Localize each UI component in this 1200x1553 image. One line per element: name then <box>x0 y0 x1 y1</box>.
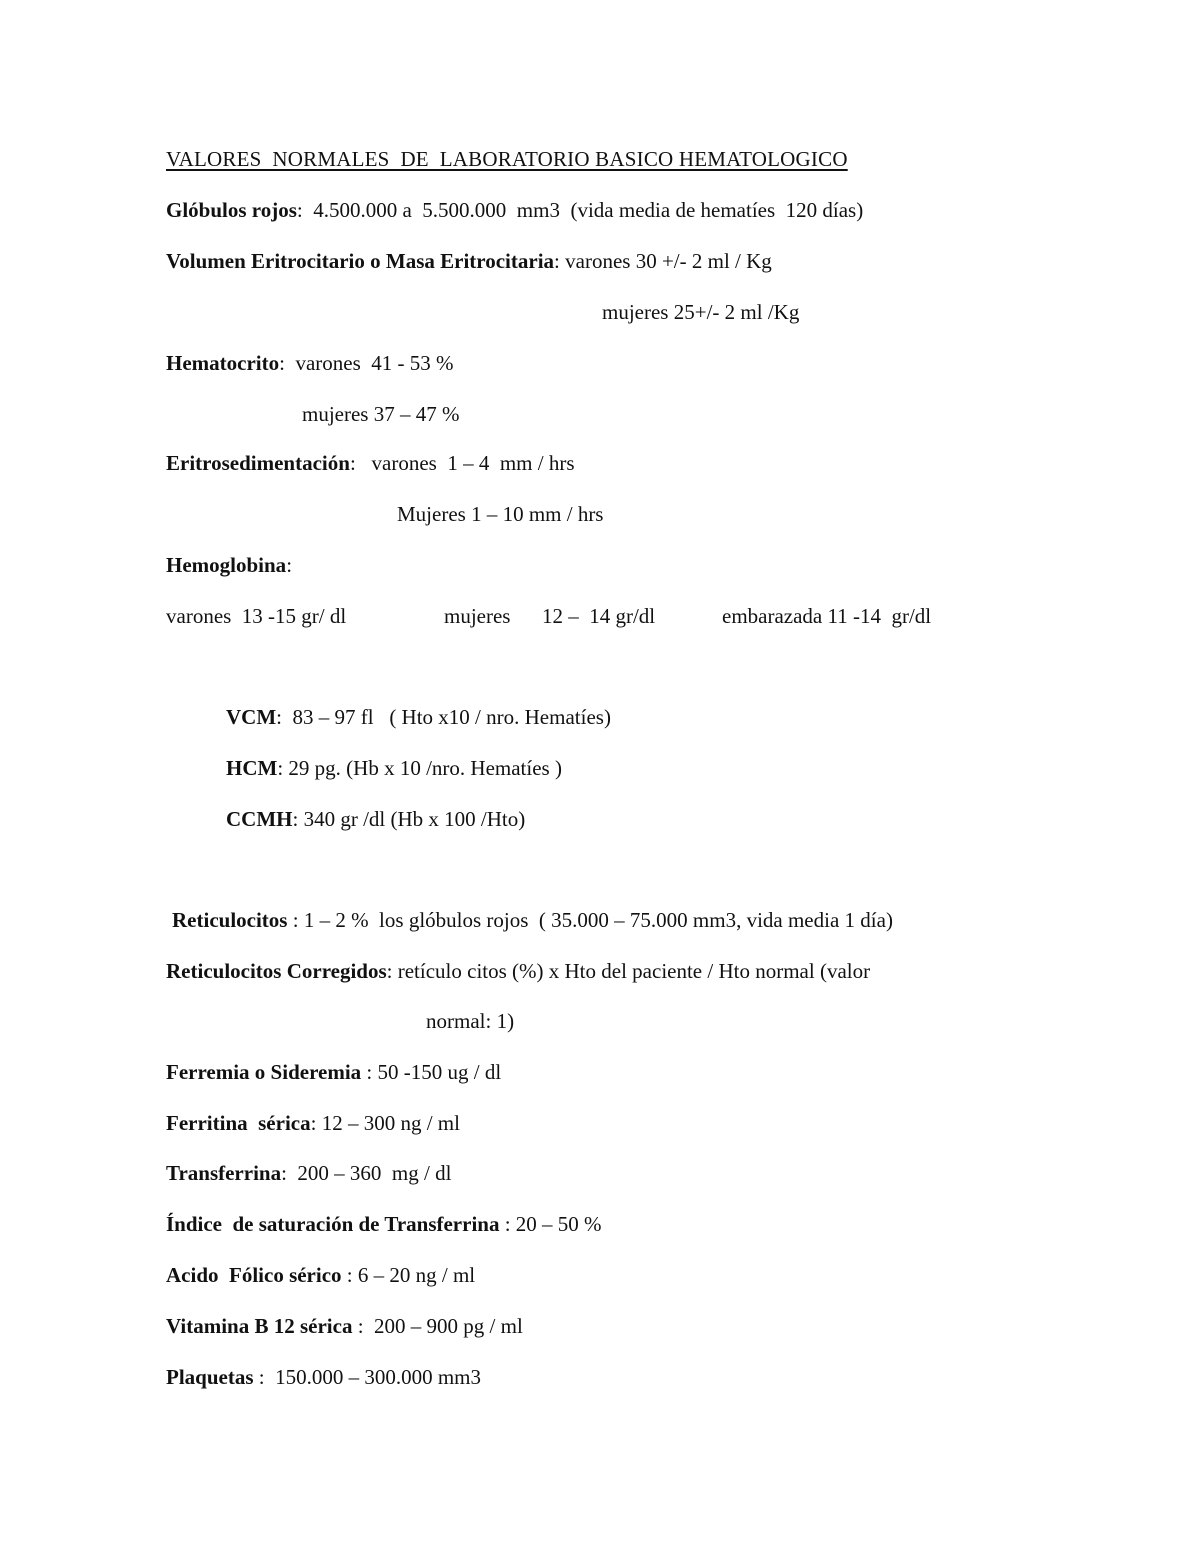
globulos-rojos-label: Glóbulos rojos <box>166 198 297 222</box>
ferritina-label: Ferritina sérica <box>166 1111 311 1135</box>
ferremia-value: : 50 -150 ug / dl <box>361 1060 502 1084</box>
reticulocitos-value: : 1 – 2 % los glóbulos rojos ( 35.000 – 75.000 mm3, vida media 1 día) <box>287 908 893 932</box>
volumen-line <box>166 251 772 272</box>
reticulocitos-label: Reticulocitos <box>172 908 288 932</box>
hematocrito-label: Hematocrito <box>166 351 280 375</box>
plaquetas-value: : 150.000 – 300.000 mm3 <box>253 1365 482 1389</box>
reticulocitos-corregidos-value: : retículo citos (%) x Hto del paciente / Hto normal (valor <box>386 959 871 983</box>
acido-folico-line <box>166 1265 475 1286</box>
vitamina-b12-label: Vitamina B 12 sérica <box>166 1314 353 1338</box>
eritrosedimentacion-label: Eritrosedimentación <box>166 451 350 475</box>
ferremia-label: Ferremia o Sideremia <box>166 1060 362 1084</box>
globulos-rojos-value: : 4.500.000 a 5.500.000 mm3 (vida media de hematíes 120 días) <box>296 198 864 222</box>
vcm-label: VCM <box>226 705 277 729</box>
document-title: VALORES NORMALES DE LABORATORIO BASICO HEMATOLOGICO <box>166 147 848 171</box>
globulos-rojos-line <box>166 200 863 221</box>
reticulocitos-line <box>172 910 893 931</box>
vitamina-b12-value: : 200 – 900 pg / ml <box>352 1314 523 1338</box>
reticulocitos-corregidos-continuation: normal: 1) <box>426 1009 515 1033</box>
vitamina-b12-line <box>166 1316 523 1337</box>
hemoglobina-colon: : <box>286 553 293 577</box>
volumen-value: : varones 30 +/- 2 ml / Kg <box>554 249 772 273</box>
ferremia-line <box>166 1062 501 1083</box>
ccmh-line <box>226 809 525 830</box>
hematocrito-line <box>166 353 454 374</box>
plaquetas-line <box>166 1367 481 1388</box>
eritrosedimentacion-value: : varones 1 – 4 mm / hrs <box>349 451 575 475</box>
ccmh-label: CCMH <box>226 807 293 831</box>
acido-folico-label: Acido Fólico sérico <box>166 1263 342 1287</box>
vcm-line <box>226 707 611 728</box>
volumen-mujeres-value: mujeres 25+/- 2 ml /Kg <box>602 300 800 324</box>
reticulocitos-corregidos-line <box>166 961 870 982</box>
indice-saturacion-line <box>166 1214 602 1235</box>
hcm-line <box>226 758 562 779</box>
volumen-label: Volumen Eritrocitario o Masa Eritrocitaria <box>166 249 555 273</box>
hemoglobina-label: Hemoglobina <box>166 553 287 577</box>
plaquetas-label: Plaquetas <box>166 1365 254 1389</box>
transferrina-value: : 200 – 360 mg / dl <box>281 1161 452 1185</box>
hcm-label: HCM <box>226 756 278 780</box>
hemoglobina-varones-value: varones 13 -15 gr/ dl <box>166 604 347 628</box>
indice-saturacion-label: Índice de saturación de Transferrina <box>166 1212 500 1236</box>
acido-folico-value: : 6 – 20 ng / ml <box>341 1263 476 1287</box>
hemoglobina-embarazada-value: embarazada 11 -14 gr/dl <box>722 604 932 628</box>
ferritina-value: : 12 – 300 ng / ml <box>310 1111 460 1135</box>
hematocrito-mujeres-value: mujeres 37 – 47 % <box>302 402 460 426</box>
transferrina-label: Transferrina <box>166 1161 282 1185</box>
reticulocitos-corregidos-label: Reticulocitos Corregidos <box>166 959 387 983</box>
hemoglobina-mujeres-value: mujeres 12 – 14 gr/dl <box>444 604 656 628</box>
eritrosedimentacion-line <box>166 453 575 474</box>
indice-saturacion-value: : 20 – 50 % <box>499 1212 602 1236</box>
eritrosedimentacion-mujeres-value: Mujeres 1 – 10 mm / hrs <box>397 502 604 526</box>
hcm-value: : 29 pg. (Hb x 10 /nro. Hematíes ) <box>277 756 562 780</box>
ferritina-line <box>166 1113 460 1134</box>
hemoglobina-line <box>166 555 292 576</box>
ccmh-value: : 340 gr /dl (Hb x 100 /Hto) <box>292 807 526 831</box>
vcm-value: : 83 – 97 fl ( Hto x10 / nro. Hematíes) <box>276 705 611 729</box>
transferrina-line <box>166 1163 451 1184</box>
hematocrito-value: : varones 41 - 53 % <box>279 351 454 375</box>
